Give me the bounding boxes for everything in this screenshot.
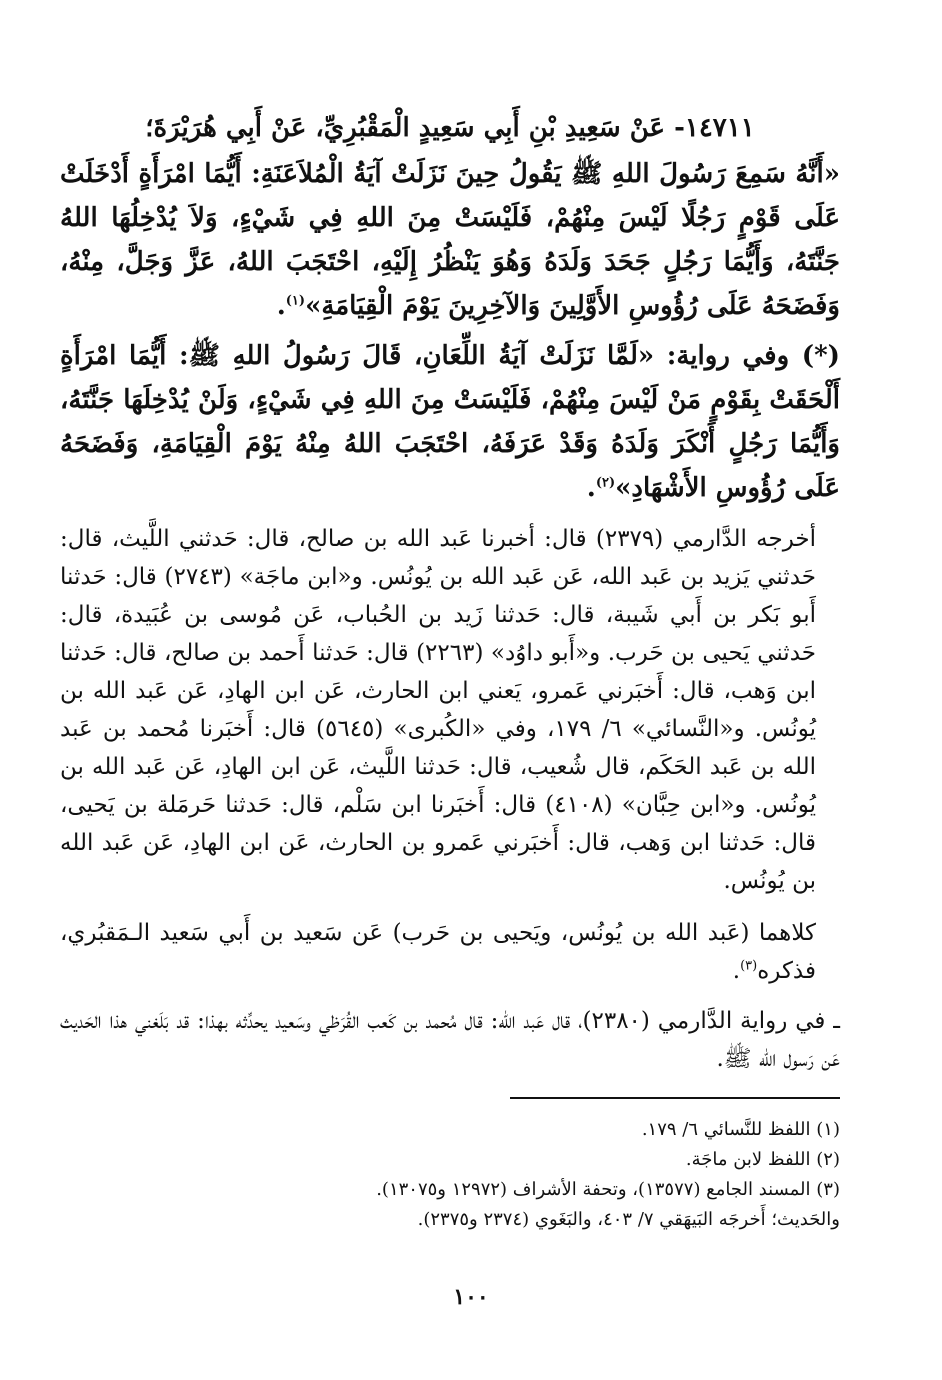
footnote-3-continued: والحَديث؛ أَخرجَه البَيهَقي ٧/ ٤٠٣، والبَغَوي (٢٣٧٤ و٢٣٧٥). — [417, 1209, 840, 1230]
footnotes — [140, 1116, 840, 1236]
kilahuma-end: . — [732, 958, 741, 984]
footnote-ref-3[interactable]: (٣) — [740, 958, 758, 974]
hadith-heading: ١٤٧١١- عَنْ سَعِيدِ بْنِ أَبِي سَعِيدٍ الْمَقْبُرِيِّ، عَنْ أَبِي هُرَيْرَةَ؛ — [145, 113, 755, 143]
hadith-text-body: «أَنَّهُ سَمِعَ رَسُولَ اللهِ ﷺ يَقُولُ حِينَ نَزَلَتْ آيَةُ الْمُلاَعَنَةِ: أَيُّمَا امْرَأَةٍ أَدْخَلَتْ عَلَى قَوْمٍ رَجُلًا لَيْسَ مِنْهُمْ، فَلَيْسَتْ مِنَ اللهِ فِي شَيْءٍ، وَلاَ يُدْخِلُهَا اللهُ جَنَّتَهُ، وَأَيُّمَا رَجُلٍ جَحَدَ وَلَدَهُ وَهُوَ يَنْظُرُ إِلَيْهِ، احْتَجَبَ اللهُ، عَزَّ وَجَلَّ، مِنْهُ، وَفَضَحَهُ عَلَى رُؤُوسِ الأَوَّلِينَ وَالآخِرِينَ يَوْمَ الْقِيَامَةِ» — [60, 159, 840, 321]
footnote-ref-1[interactable]: (١) — [285, 293, 306, 309]
darimi-note: ـ في رواية الدَّارمي (٢٣٨٠)، قال عَبد الله: قال مُحمد بن كَعب القُرَظي وسَعيد يحدِّثه بهذا: قد بَلَغني هذا الحَديث عَن رَسول الله ﷺ. — [60, 1008, 840, 1072]
alternate-narration-end: . — [586, 473, 596, 503]
footnote-2: (٢) اللفظ لابن ماجَة. — [685, 1149, 840, 1170]
alternate-narration — [60, 334, 840, 510]
takhrij-paragraph: أخرجه الدَّارمي (٢٣٧٩) قال: أخبرنا عَبد الله بن صالح، قال: حَدثني اللَّيث، قال: حَدثني يَزيد بن عَبد الله، عَن عَبد الله بن يُونُس. و«ابن ماجَة» (٢٧٤٣) قال: حَدثنا أَبو بَكر بن أَبي شَيبة، قال: حَدثنا زَيد بن الحُباب، عَن مُوسى بن عُبَيدة، قال: حَدثني يَحيى بن حَرب. و«أَبو داوُد» (٢٢٦٣) قال: حَدثنا أَحمد بن صالح، قال: حَدثنا ابن وَهب، قال: أَخبَرني عَمرو، يَعني ابن الحارث، عَن ابن الهادِ، عَن عَبد الله بن يُونُس. و«النَّسائي» ٦/ ١٧٩، وفي «الكُبرى» (٥٦٤٥) قال: أَخبَرنا مُحمد بن عَبد الله بن عَبد الحَكَم، قال شُعيب، قال: حَدثنا اللَّيث، عَن ابن الهادِ، عَن عَبد الله بن يُونُس. و«ابن حِبَّان» (٤١٠٨) قال: أَخبَرنا ابن سَلْم، قال: حَدثنا حَرمَلة بن يَحيى، قال: حَدثنا ابن وَهب، قال: أَخبَرني عَمرو بن الحارث، عَن ابن الهادِ، عَن عَبد الله بن يُونُس. — [60, 526, 817, 894]
footnote-3: (٣) المسند الجامع (١٣٥٧٧)، وتحفة الأشراف (١٢٩٧٢ و١٣٠٧٥). — [376, 1179, 840, 1200]
hadith-text — [60, 152, 840, 328]
kilahuma-body: كلاهما (عَبد الله بن يُونُس، ويَحيى بن حَرب) عَن سَعيد بن أَبي سَعيد الـمَقبُري، فذكره — [60, 920, 816, 984]
page-body — [60, 108, 840, 1078]
footnote-1: (١) اللفظ للنَّسائي ٦/ ١٧٩. — [641, 1119, 840, 1140]
page-number: ١٠٠ — [453, 1284, 489, 1310]
footnote-ref-2[interactable]: (٢) — [595, 475, 616, 491]
alternate-narration-body: (*) وفي رواية: «لَمَّا نَزَلَتْ آيَةُ اللِّعَانِ، قَالَ رَسُولُ اللهِ ﷺ: أَيُّمَا امْرَأَةٍ أَلْحَقَتْ بِقَوْمٍ مَنْ لَيْسَ مِنْهُمْ، فَلَيْسَتْ مِنَ اللهِ فِي شَيْءٍ، وَلَنْ يُدْخِلَهَا جَنَّتَهُ، وَأَيُّمَا رَجُلٍ أَنْكَرَ وَلَدَهُ وَقَدْ عَرَفَهُ، احْتَجَبَ اللهُ مِنْهُ يَوْمَ الْقِيَامَةِ، وَفَضَحَهُ عَلَى رُؤُوسِ الأَشْهَادِ» — [60, 341, 840, 503]
hadith-text-end: . — [276, 291, 286, 321]
kilahuma-paragraph — [60, 914, 840, 990]
footnote-divider — [510, 1097, 840, 1099]
